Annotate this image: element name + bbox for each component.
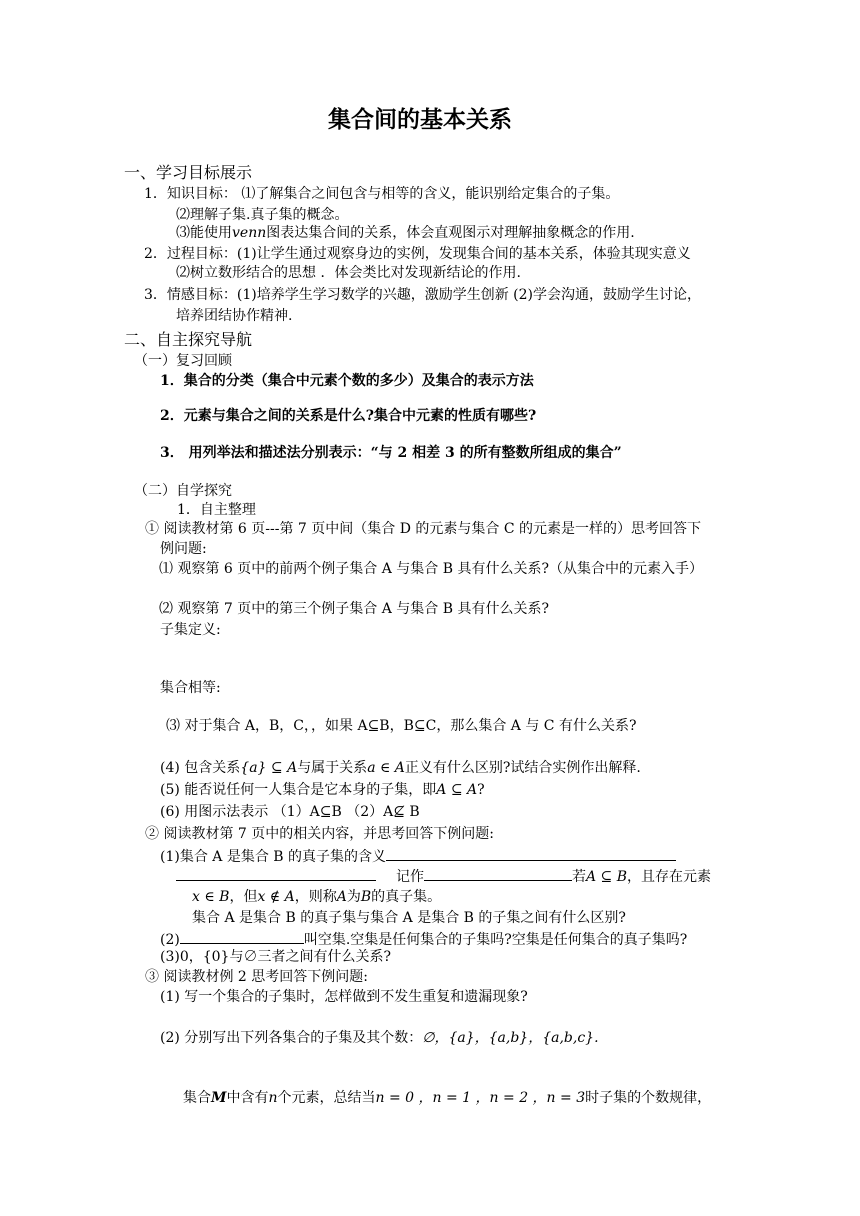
review-question-3: 3． 用列举法和描述法分别表示：“与 2 相差 3 的所有整数所组成的集合” <box>160 445 622 461</box>
goal-knowledge-2: ⑵理解子集.真子集的概念。 <box>176 207 349 223</box>
goal-emotion-2: 培养团结协作精神. <box>176 308 293 324</box>
zero-set-question: (3)0，{0}与∅三者之间有什么关系? <box>160 949 391 965</box>
question-t1: (1) 写一个集合的子集时，怎样做到不发生重复和遗漏现象? <box>160 989 528 1005</box>
proper-subset-condition: x ∈ B，但x ∉ A，则称A为B的真子集。 <box>192 889 442 905</box>
set-equality-label: 集合相等: <box>160 680 221 696</box>
goal-process-2: ⑵树立数形结合的思想 ．体会类比对发现新结论的作用. <box>176 265 521 281</box>
self-organize-heading: 1．自主整理 <box>177 502 256 518</box>
goal-emotion: 3．情感目标：(1)培养学生学习数学的兴趣，激励学生创新 (2)学会沟通，鼓励学生讨论， <box>144 287 702 303</box>
review-question-2: 2．元素与集合之间的关系是什么?集合中元素的性质有哪些? <box>160 408 537 424</box>
reading-task-3: ③ 阅读教材例 2 思考回答下例问题: <box>145 969 368 985</box>
empty-set-question: (2) 叫空集.空集是任何集合的子集吗?空集是任何集合的真子集吗? <box>160 929 687 949</box>
section-heading-goals: 一、学习目标展示 <box>124 163 253 182</box>
question-p3: ⑶ 对于集合 A，B，C，，如果 A⊆B，B⊆C，那么集合 A 与 C 有什么关系? <box>166 718 637 734</box>
reading-task-1-cont: 例问题: <box>160 541 207 557</box>
answer-blank[interactable] <box>176 866 376 881</box>
reading-task-1: ① 阅读教材第 6 页---第 7 页中间（集合 D 的元素与集合 C 的元素是一样的）思考回答下 <box>145 521 701 537</box>
proper-subset-notation: 记作 若A ⊆ B，且存在元素 <box>176 866 711 886</box>
goal-knowledge: 1．知识目标： ⑴了解集合之间包含与相等的含义，能识别给定集合的子集。 <box>144 186 620 202</box>
proper-subset-meaning: (1)集合 A 是集合 B 的真子集的含义 <box>160 846 676 866</box>
goal-knowledge-3: ⑶能使用venn图表达集合间的关系，体会直观图示对理解抽象概念的作用. <box>176 225 635 241</box>
subsection-review: （一）复习回顾 <box>134 353 232 369</box>
question-p4: (4) 包含关系{a} ⊆ A与属于关系a ∈ A正义有什么区别?试结合实例作出解释. <box>160 760 641 776</box>
page-title: 集合间的基本关系 <box>328 107 512 133</box>
question-p1: ⑴ 观察第 6 页中的前两个例子集合 A 与集合 B 具有什么关系?（从集合中的元素入手） <box>159 561 703 577</box>
question-p2: ⑵ 观察第 7 页中的第三个例子集合 A 与集合 B 具有什么关系? <box>159 601 549 617</box>
question-t2: (2) 分别写出下列各集合的子集及其个数：∅，{a}，{a,b}，{a,b,c}. <box>160 1030 599 1046</box>
question-p6: (6) 用图示法表示 （1）A⊆B （2）A⊈ B <box>160 804 420 820</box>
answer-blank[interactable] <box>180 929 304 944</box>
subset-definition-label: 子集定义: <box>160 622 221 638</box>
answer-blank[interactable] <box>386 846 676 861</box>
answer-blank[interactable] <box>424 866 572 881</box>
review-question-1: 1．集合的分类（集合中元素个数的多少）及集合的表示方法 <box>160 373 534 389</box>
reading-task-2: ② 阅读教材第 7 页中的相关内容，并思考回答下例问题: <box>145 826 494 842</box>
subset-count-question: 集合M中含有n个元素，总结当n = 0 ，n = 1 ，n = 2 ，n = 3时子集的个数规律， <box>183 1090 712 1106</box>
subsection-self-study: （二）自学探究 <box>134 483 232 499</box>
section-heading-explore: 二、自主探究导航 <box>124 330 253 349</box>
proper-subset-difference: 集合 A 是集合 B 的真子集与集合 A 是集合 B 的子集之间有什么区别? <box>192 910 626 926</box>
goal-process: 2．过程目标：(1)让学生通过观察身边的实例，发现集合间的基本关系，体验其现实意义 <box>144 246 691 262</box>
question-p5: (5) 能否说任何一人集合是它本身的子集，即A ⊆ A? <box>160 782 485 798</box>
